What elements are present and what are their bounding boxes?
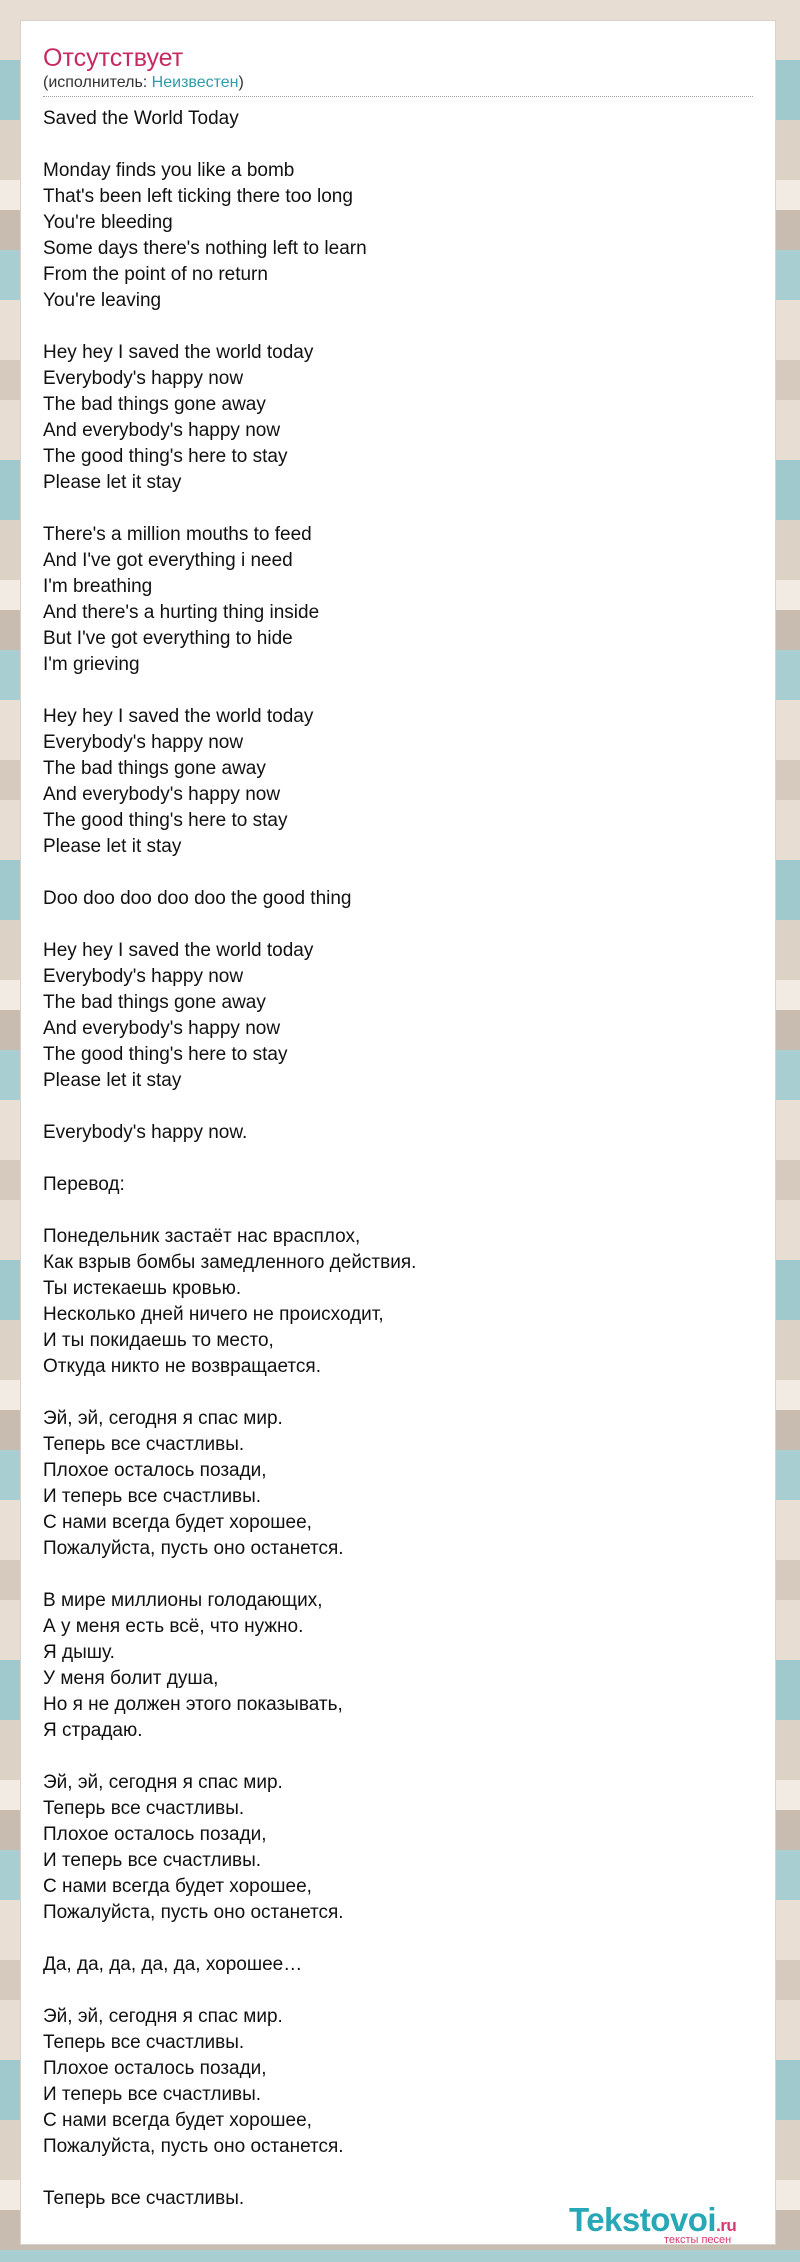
- lyrics-card: [20, 20, 776, 2245]
- lyric-line: А у меня есть всё, что нужно.: [43, 1616, 304, 1637]
- lyric-line: Понедельник застаёт нас врасплох,: [43, 1226, 361, 1247]
- lyric-line: Doo doo doo doo doo the good thing: [43, 888, 352, 909]
- blank-line: [43, 2160, 743, 2186]
- lyric-line: И теперь все счастливы.: [43, 1486, 262, 1507]
- lyric-line: Теперь все счастливы.: [43, 2032, 245, 2053]
- lyric-line: Hey hey I saved the world today: [43, 342, 314, 363]
- lyric-line: The good thing's here to stay: [43, 446, 288, 467]
- lyric-line: Да, да, да, да, да, хорошее…: [43, 1954, 303, 1975]
- lyric-line: The bad things gone away: [43, 394, 266, 415]
- blank-line: [43, 132, 743, 158]
- lyric-line: Теперь все счастливы.: [43, 1434, 245, 1455]
- lyric-line: Everybody's happy now: [43, 732, 244, 753]
- lyric-line: Плохое осталось позади,: [43, 2058, 267, 2079]
- blank-line: [43, 1094, 743, 1120]
- lyric-line: Saved the World Today: [43, 108, 239, 129]
- lyric-line: I'm breathing: [43, 576, 153, 597]
- lyric-line: С нами всегда будет хорошее,: [43, 2110, 312, 2131]
- lyric-line: В мире миллионы голодающих,: [43, 1590, 323, 1611]
- blank-line: [43, 1380, 743, 1406]
- lyric-line: Но я не должен этого показывать,: [43, 1694, 343, 1715]
- lyric-line: And I've got everything i need: [43, 550, 293, 571]
- blank-line: [43, 912, 743, 938]
- lyric-line: Everybody's happy now: [43, 368, 244, 389]
- lyric-line: Пожалуйста, пусть оно останется.: [43, 2136, 344, 2157]
- lyric-line: Monday finds you like a bomb: [43, 160, 295, 181]
- lyric-line: Ты истекаешь кровью.: [43, 1278, 242, 1299]
- lyric-line: And everybody's happy now: [43, 420, 281, 441]
- lyric-line: And everybody's happy now: [43, 1018, 281, 1039]
- lyric-line: The bad things gone away: [43, 992, 266, 1013]
- blank-line: [43, 678, 743, 704]
- lyric-line: Please let it stay: [43, 1070, 182, 1091]
- artist-link[interactable]: Неизвестен: [151, 74, 239, 91]
- lyric-line: Эй, эй, сегодня я спас мир.: [43, 1772, 283, 1793]
- lyric-line: The good thing's here to stay: [43, 810, 288, 831]
- blank-line: [43, 1198, 743, 1224]
- lyric-line: Пожалуйста, пусть оно останется.: [43, 1538, 344, 1559]
- lyric-line: Hey hey I saved the world today: [43, 706, 314, 727]
- lyric-line: You're bleeding: [43, 212, 173, 233]
- lyric-line: У меня болит душа,: [43, 1668, 219, 1689]
- lyric-line: Как взрыв бомбы замедленного действия.: [43, 1252, 417, 1273]
- lyric-line: Плохое осталось позади,: [43, 1824, 267, 1845]
- lyric-line: Please let it stay: [43, 472, 182, 493]
- lyric-line: I'm grieving: [43, 654, 140, 675]
- artist-line: [43, 73, 244, 93]
- lyric-line: Everybody's happy now.: [43, 1122, 248, 1143]
- lyric-line: Please let it stay: [43, 836, 182, 857]
- lyric-line: The good thing's here to stay: [43, 1044, 288, 1065]
- site-logo[interactable]: [569, 2201, 769, 2245]
- blank-line: [43, 1978, 743, 2004]
- lyric-line: And there's a hurting thing inside: [43, 602, 320, 623]
- logo-tld: .ru: [716, 2216, 737, 2235]
- lyric-line: Hey hey I saved the world today: [43, 940, 314, 961]
- lyric-line: Перевод:: [43, 1174, 125, 1195]
- lyric-line: Эй, эй, сегодня я спас мир.: [43, 1408, 283, 1429]
- lyric-line: Я страдаю.: [43, 1720, 143, 1741]
- blank-line: [43, 860, 743, 886]
- lyric-line: Эй, эй, сегодня я спас мир.: [43, 2006, 283, 2027]
- lyric-line: But I've got everything to hide: [43, 628, 293, 649]
- blank-line: [43, 1562, 743, 1588]
- lyric-line: You're leaving: [43, 290, 162, 311]
- blank-line: [43, 1146, 743, 1172]
- lyric-line: And everybody's happy now: [43, 784, 281, 805]
- artist-prefix: (исполнитель:: [43, 74, 152, 91]
- blank-line: [43, 496, 743, 522]
- lyric-line: И теперь все счастливы.: [43, 1850, 262, 1871]
- lyric-line: И теперь все счастливы.: [43, 2084, 262, 2105]
- lyric-line: Я дышу.: [43, 1642, 115, 1663]
- lyric-line: Everybody's happy now: [43, 966, 244, 987]
- lyrics-text: [43, 106, 743, 2212]
- lyric-line: И ты покидаешь то место,: [43, 1330, 274, 1351]
- lyric-line: С нами всегда будет хорошее,: [43, 1512, 312, 1533]
- title-divider: [43, 96, 753, 97]
- lyric-line: Несколько дней ничего не происходит,: [43, 1304, 384, 1325]
- blank-line: [43, 314, 743, 340]
- lyric-line: There's a million mouths to feed: [43, 524, 312, 545]
- lyric-line: Плохое осталось позади,: [43, 1460, 267, 1481]
- artist-suffix: ): [238, 74, 244, 91]
- lyric-line: Теперь все счастливы.: [43, 1798, 245, 1819]
- song-title: Отсутствует: [43, 44, 184, 72]
- lyric-line: Пожалуйста, пусть оно останется.: [43, 1902, 344, 1923]
- lyric-line: From the point of no return: [43, 264, 268, 285]
- lyric-line: С нами всегда будет хорошее,: [43, 1876, 312, 1897]
- blank-line: [43, 1926, 743, 1952]
- lyric-line: That's been left ticking there too long: [43, 186, 353, 207]
- logo-name: Tekstovoi: [569, 2201, 717, 2238]
- logo-tagline: тексты песен: [664, 2234, 732, 2245]
- lyric-line: The bad things gone away: [43, 758, 266, 779]
- blank-line: [43, 1744, 743, 1770]
- lyric-line: Откуда никто не возвращается.: [43, 1356, 321, 1377]
- lyric-line: Some days there's nothing left to learn: [43, 238, 367, 259]
- lyric-line: Теперь все счастливы.: [43, 2188, 245, 2209]
